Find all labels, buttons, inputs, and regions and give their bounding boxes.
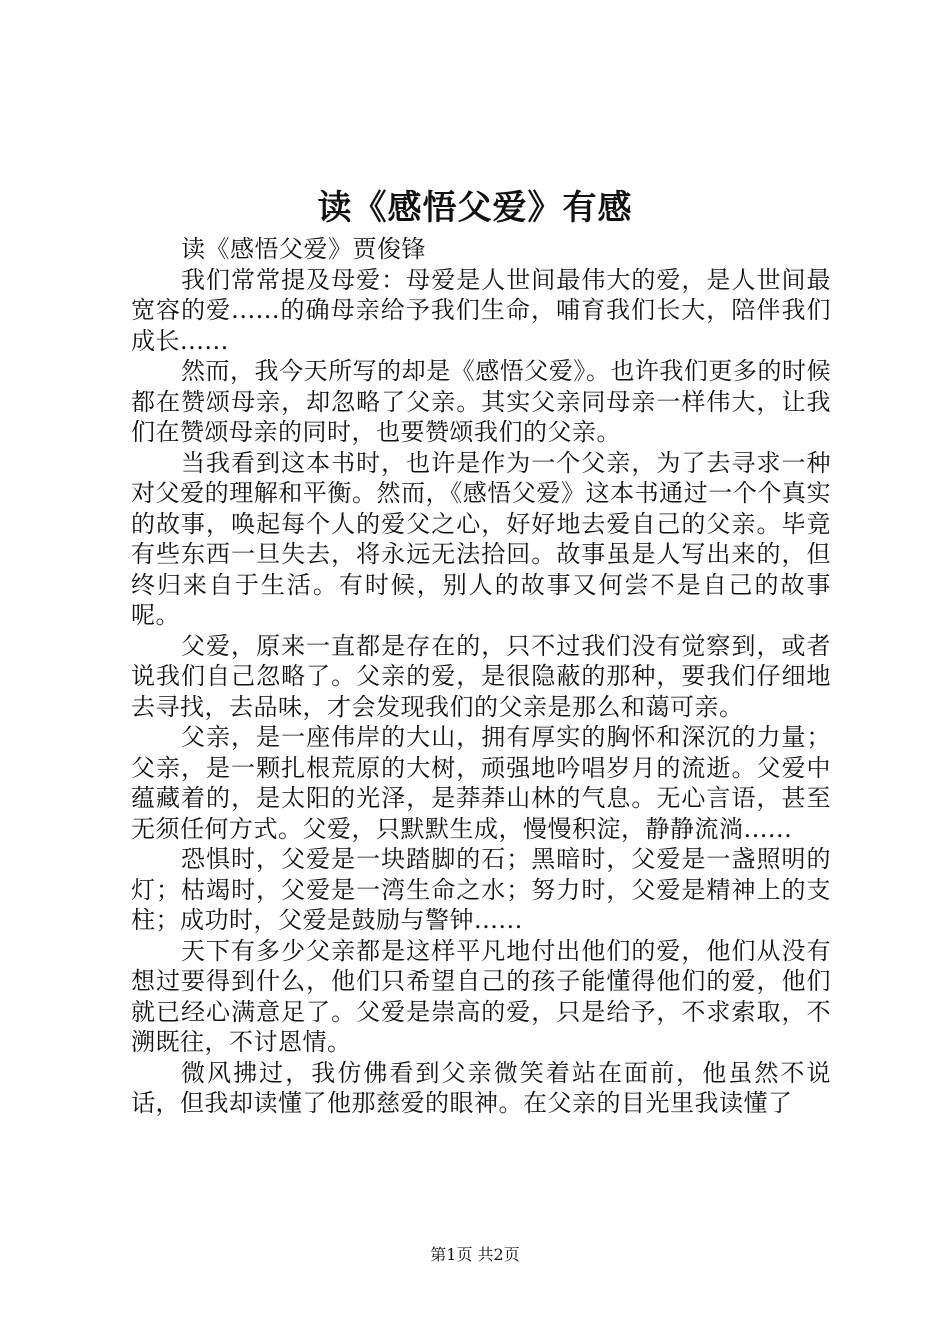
- document-title: 读《感悟父爱》有感: [317, 188, 633, 228]
- paragraph: 我们常常提及母爱：母爱是人世间最伟大的爱，是人世间最宽容的爱......的确母亲给予我们生命，哺育我们长大，陪伴我们成长......: [131, 265, 831, 355]
- paragraph: 当我看到这本书时，也许是作为一个父亲，为了去寻求一种对父爱的理解和平衡。然而，《感悟父爱》这本书通过一个个真实的故事，唤起每个人的爱父之心，好好地去爱自己的父亲。毕竟有些东西一旦失去，将永远无法拾回。故事虽是人写出来的，但终归来自于生活。有时候，别人的故事又何尝不是自己的故事呢。: [131, 448, 831, 629]
- paragraph: 恐惧时，父爱是一块踏脚的石；黑暗时，父爱是一盏照明的灯；枯竭时，父爱是一湾生命之水；努力时，父爱是精神上的支柱；成功时，父爱是鼓励与警钟......: [131, 845, 831, 934]
- paragraph: 父亲，是一座伟岸的大山，拥有厚实的胸怀和深沉的力量；父亲，是一颗扎根荒原的大树，顽强地吟唱岁月的流逝。父爱中蕴藏着的，是太阳的光泽，是莽莽山林的气息。无心言语，甚至无须任何方式。父爱，只默默生成，慢慢积淀，静静流淌......: [131, 723, 831, 843]
- paragraph: 父爱，原来一直都是存在的，只不过我们没有觉察到，或者说我们自己忽略了。父亲的爱，是很隐蔽的那种，要我们仔细地去寻找，去品味，才会发现我们的父亲是那么和蔼可亲。: [131, 631, 831, 721]
- paragraph-byline: 读《感悟父爱》贾俊锋: [181, 235, 426, 263]
- document-body: [131, 234, 831, 1119]
- page-number-footer: 第1页 共2页: [430, 1245, 520, 1264]
- paragraph: 微风拂过，我仿佛看到父亲微笑着站在面前，他虽然不说话，但我却读懂了他那慈爱的眼神。在父亲的目光里我读懂了: [131, 1058, 831, 1117]
- paragraph: 天下有多少父亲都是这样平凡地付出他们的爱，他们从没有想过要得到什么，他们只希望自己的孩子能懂得他们的爱，他们就已经心满意足了。父爱是崇高的爱，只是给予，不求索取，不溯既往，不讨恩情。: [131, 936, 831, 1056]
- paragraph: 然而，我今天所写的却是《感悟父爱》。也许我们更多的时候都在赞颂母亲，却忽略了父亲。其实父亲同母亲一样伟大，让我们在赞颂母亲的同时，也要赞颂我们的父亲。: [131, 357, 831, 446]
